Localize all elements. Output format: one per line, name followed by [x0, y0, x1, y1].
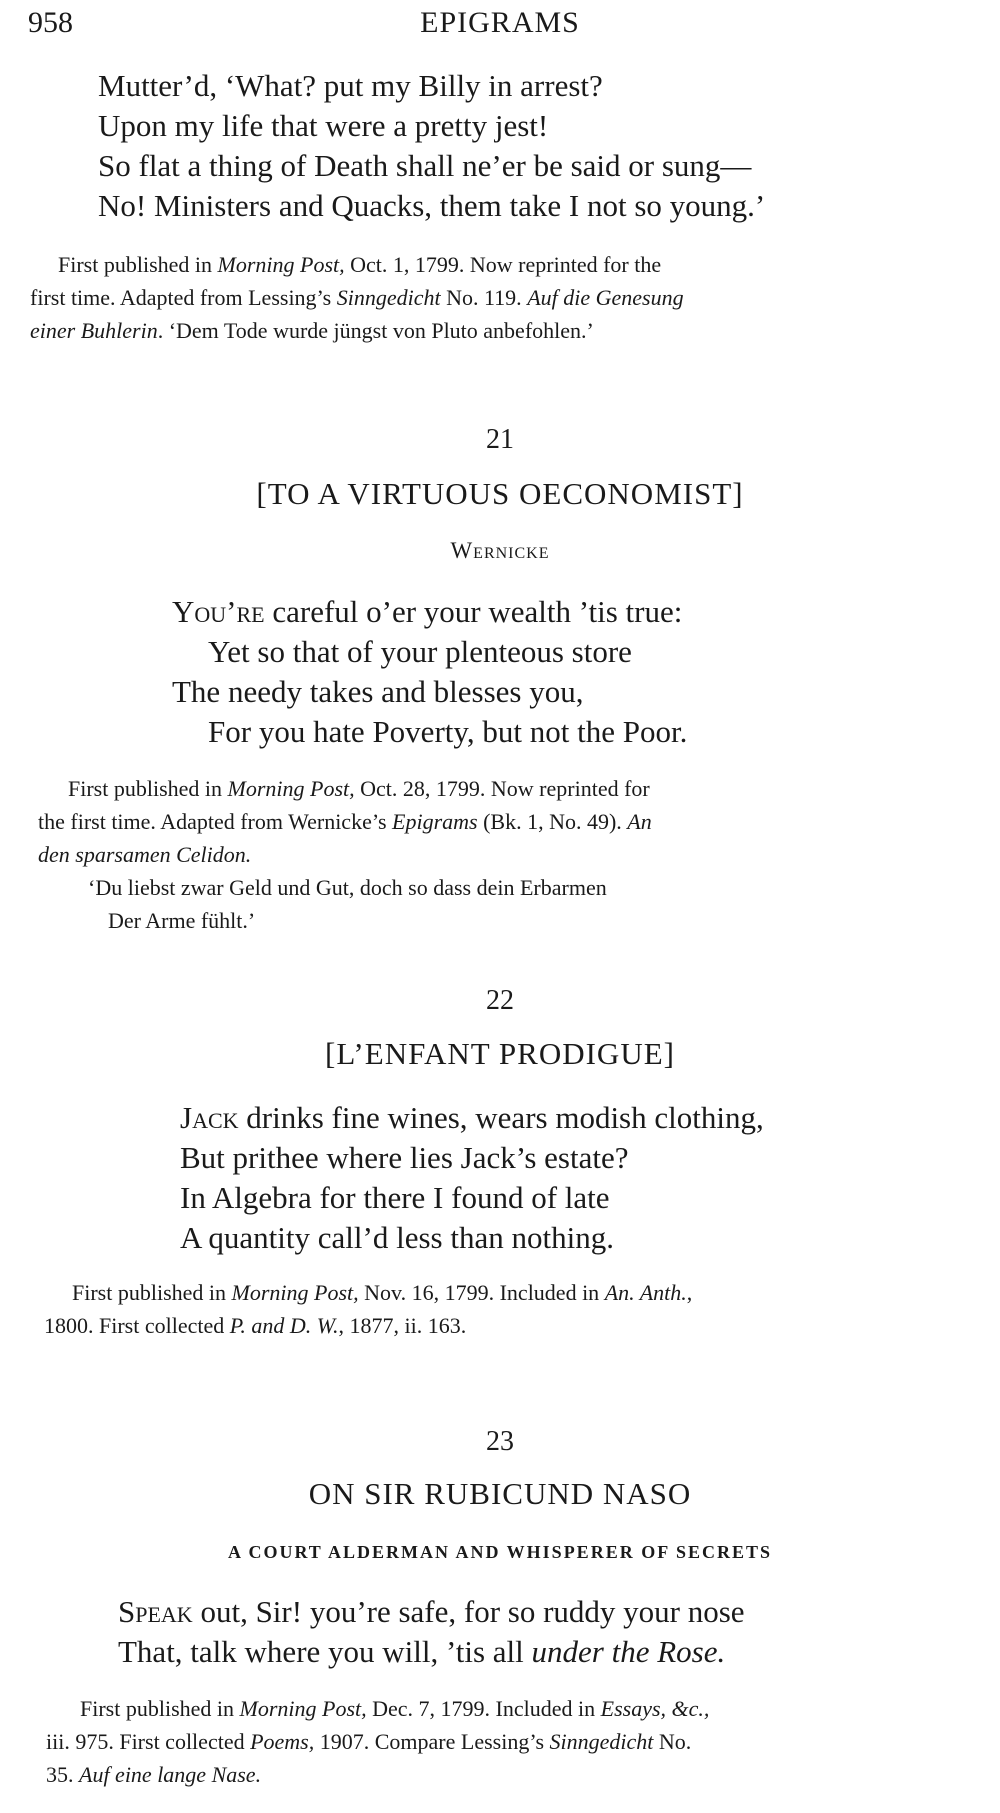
footnote-line: First published in Morning Post, Oct. 28, 1799. Now reprinted for [68, 776, 650, 801]
verse-line: No! Ministers and Quacks, them take I not so young.’ [98, 188, 766, 223]
verse-line: For you hate Poverty, but not the Poor. [208, 714, 688, 749]
footnote-line: First published in Morning Post, Dec. 7, 1799. Included in Essays, &c., [80, 1696, 710, 1721]
poem-number: 22 [486, 985, 514, 1016]
verse-line: So flat a thing of Death shall ne’er be said or sung— [98, 148, 752, 183]
verse-line: In Algebra for there I found of late [180, 1180, 610, 1215]
verse-line: That, talk where you will, ’tis all under the Rose. [118, 1634, 726, 1669]
footnote-line: ‘Du liebst zwar Geld und Gut, doch so dass dein Erbarmen [88, 875, 607, 900]
verse-line: Speak out, Sir! you’re safe, for so ruddy your nose [118, 1594, 745, 1629]
verse-line: Mutter’d, ‘What? put my Billy in arrest? [98, 68, 603, 103]
poem-subtitle: A COURT ALDERMAN AND WHISPERER OF SECRETS [227, 1542, 773, 1562]
running-title: EPIGRAMS [420, 6, 580, 39]
footnote-line: den sparsamen Celidon. [38, 842, 252, 867]
verse-line: A quantity call’d less than nothing. [180, 1220, 614, 1255]
verse-line: You’re careful o’er your wealth ’tis true: [172, 594, 683, 629]
footnote-line: First published in Morning Post, Oct. 1, 1799. Now reprinted for the [58, 252, 662, 277]
footnote-line: einer Buhlerin. ‘Dem Tode wurde jüngst von Pluto anbefohlen.’ [30, 318, 594, 343]
footnote-line: 35. Auf eine lange Nase. [46, 1762, 262, 1787]
poem-title: [L’ENFANT PRODIGUE] [325, 1036, 675, 1071]
footnote-line: the first time. Adapted from Wernicke’s Epigrams (Bk. 1, No. 49). An [38, 809, 652, 834]
verse-line: The needy takes and blesses you, [172, 674, 584, 709]
verse-line: But prithee where lies Jack’s estate? [180, 1140, 629, 1175]
verse-line: Upon my life that were a pretty jest! [98, 108, 549, 143]
footnote-line: Der Arme fühlt.’ [108, 908, 256, 933]
poem-attribution: Wernicke [450, 538, 550, 563]
verse-line: Yet so that of your plenteous store [208, 634, 632, 669]
footnote-line: 1800. First collected P. and D. W., 1877, ii. 163. [44, 1313, 467, 1338]
verse-line: Jack drinks fine wines, wears modish clothing, [180, 1100, 764, 1135]
poem-title: ON SIR RUBICUND NASO [308, 1476, 692, 1511]
page-number: 958 [28, 6, 73, 39]
footnote-line: First published in Morning Post, Nov. 16, 1799. Included in An. Anth., [72, 1280, 693, 1305]
poem-number: 23 [486, 1426, 514, 1457]
poem-number: 21 [486, 424, 514, 455]
footnote-line: first time. Adapted from Lessing’s Sinngedicht No. 119. Auf die Genesung [30, 285, 684, 310]
poem-title: [TO A VIRTUOUS OECONOMIST] [256, 476, 744, 511]
footnote-line: iii. 975. First collected Poems, 1907. Compare Lessing’s Sinngedicht No. [46, 1729, 692, 1754]
